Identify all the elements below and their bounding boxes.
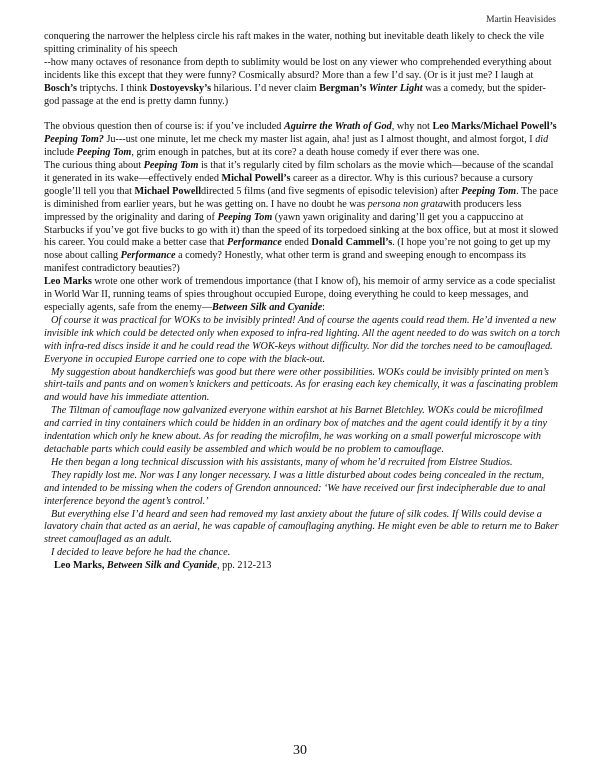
quote-paragraph: I decided to leave before he had the chance.: [51, 547, 231, 559]
page-body: [44, 31, 560, 573]
name-leo-marks-michael-powell: Leo Marks/Michael Powell’s: [432, 121, 557, 133]
title-peeping-tom: Peeping Tom: [76, 147, 132, 159]
name-bosch: Bosch’s: [44, 82, 78, 94]
title-performance: Performance: [227, 237, 282, 249]
paragraph-5: Leo Marks wrote one other work of tremendous importance (that I know of), his memoir of army service as a code specialist in World War II, running teams of spies throughout occupied Europe, doing everything he could to keep messages, and especially agents, safe from the enemy—Between Silk and Cyanide:: [44, 276, 556, 314]
name-bergman: Bergman’s: [319, 82, 367, 94]
name-dostoyevsky: Dostoyevsky’s: [149, 82, 212, 94]
paragraph-1: conquering the narrower the helpless circle his raft makes in the water, nothing but inevitable death likely to check the vile spitting criminality of his speech: [44, 31, 545, 55]
name-michael-powell: Michal Powell’s: [221, 172, 291, 184]
title-performance: Performance: [120, 250, 176, 262]
page-number: 30: [293, 743, 307, 758]
title-between-silk-and-cyanide: Between Silk and Cyanide: [212, 302, 323, 314]
quote-paragraph: My suggestion about handkerchiefs was good but there were other possibilities. WOKs could be invisibly printed on men’s shirt-tails and pants and on women’s knickers and petticoats. As for erasing each key chemically, it was a fascinating problem and would have his immediate attention.: [44, 366, 558, 404]
title-peeping-tom: Peeping Tom: [461, 185, 517, 197]
paragraph-4: The curious thing about Peeping Tom is that it’s regularly cited by film scholars as the movie which—because of the scandal it generated in its wake—effectively ended Michal Powell’s career as a director. Why is this curious? because a cursory google’ll tell you that Michael Powelldirected 5 films (and five segments of episodic television) after Peeping Tom. The pace is diminished from earlier years, but he was getting on. I have no doubt he was persona non gratawith producers less impressed by the originality and daring of Peeping Tom (yawn yawn originality and daring’ll get you a cappuccino at Starbucks if you’ve got five bucks to go with it) than the speed of its torpedoed sinking at the box office, but at most it slowed his career. You could make a better case that Performance ended Donald Cammell’s. (I hope you’re not going to get up my nose about calling Performance a comedy? Honestly, what other term is grand and sweeping enough to encompass its manifest contradictory beauties?): [44, 160, 559, 275]
quote-paragraph: The Tiltman of camouflage now galvanized everyone within earshot at his Barnet Bletchley. WOKs could be microfilmed and carried in tiny containers which could be hidden in an ordinary box of matches and the agent could identify it by a tiny indentation which only he knew about. As for reading the microfilm, he was working on a small powerful microscope with detachable parts which could easily be assembled and which would be no problem to camouflage.: [44, 405, 547, 455]
title-peeping-tom: Peeping Tom?: [44, 134, 104, 146]
name-leo-marks: Leo Marks: [44, 276, 92, 288]
title-peeping-tom: Peeping Tom: [143, 160, 199, 172]
paragraph-3: The obvious question then of course is: if you’ve included Aguirre the Wrath of God, why not Leo Marks/Michael Powell’s Peeping Tom? Ju---ust one minute, let me check my master list again, aha! just as I almost thought, and almost forgot, I did include Peeping Tom, grim enough in patches, but at its core? a death house comedy if ever there was one.: [44, 121, 557, 159]
quote-paragraph: He then began a long technical discussion with his assistants, many of whom he’d recruited from Elstree Studios.: [51, 456, 513, 468]
running-header-author: Martin Heavisides: [486, 15, 556, 25]
name-donald-cammell: Donald Cammell’s: [311, 237, 393, 249]
title-peeping-tom: Peeping Tom: [217, 211, 273, 223]
quote-paragraph: They rapidly lost me. Nor was I any longer necessary. I was a little disturbed about codes being concealed in the rectum, and intended to be missing when the coders of Grendon announced: ‘We have received our first indecipherable due to anal interference beyond the agent’s control.’: [44, 469, 546, 507]
title-aguirre: Aguirre the Wrath of God: [283, 121, 392, 133]
paragraph-2: --how many octaves of resonance from depth to sublimity would be lost on any viewer who comprehended everything about incidents like this except that they were funny? Cosmically absurd? More than a few I’d say. (Or is it just me? I laugh at Bosch’s triptychs. I think Dostoyevsky’s hilarious. I’d never claim Bergman’s Winter Light was a comedy, but the spider-god passage at the end is pretty damn funny.): [44, 56, 552, 107]
block-quote: [44, 315, 560, 560]
title-winter-light: Winter Light: [368, 82, 423, 94]
name-michael-powell: Michael Powell: [134, 185, 202, 197]
citation: Leo Marks, Between Silk and Cyanide, pp. 212-213: [54, 560, 272, 572]
quote-paragraph: But everything else I’d heard and seen had removed my last anxiety about the future of silk codes. If Wills could devise a lavatory chain that acted as an aerial, he was capable of camouflaging anything. He might even be able to return me to Baker street camouflaged as an adult.: [44, 508, 559, 546]
quote-paragraph: Of course it was practical for WOKs to be invisibly printed! And of course the agents could read them. He’d invented a new invisible ink which could be detected only when exposed to infra-red lighting. All the agent needed to do was switch on a torch with infra-red discs inside it and he could read the WOK-keys without difficulty. Nor did the torches need to be camouflaged. Everyone in occupied Europe carried one to cope with the black-out.: [44, 314, 560, 365]
